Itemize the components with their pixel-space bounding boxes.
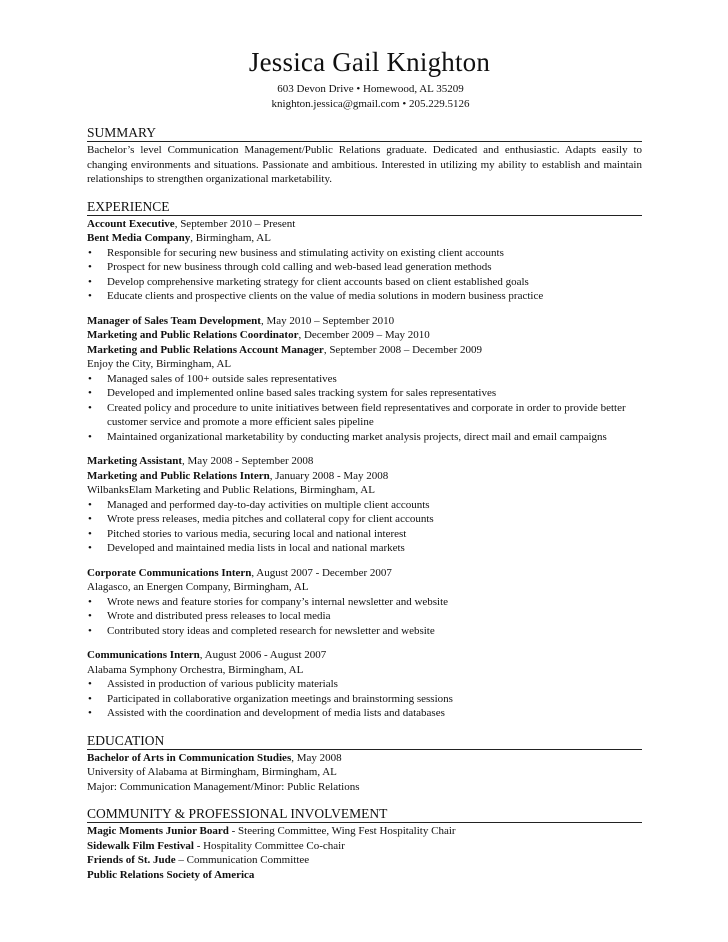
experience-list (87, 217, 642, 721)
job-role-line (87, 469, 642, 484)
job-role-line (87, 343, 642, 358)
duty-text: Developed and implemented online based sales tracking system for sales representatives (107, 387, 497, 399)
job-role-line (87, 648, 642, 663)
company-line (87, 580, 642, 595)
list-item (87, 275, 642, 290)
bullet-icon: • (88, 707, 92, 719)
bullet-icon: • (88, 261, 92, 273)
candidate-name: Jessica Gail Knighton (248, 47, 491, 77)
job-entry (87, 454, 642, 556)
company-line (87, 663, 642, 678)
company-location: , Birmingham, AL (190, 232, 271, 244)
list-item (87, 401, 642, 430)
list-item (87, 372, 642, 387)
job-title: Marketing Assistant (87, 455, 183, 467)
involvement-role: – Communication Committee (175, 854, 310, 866)
list-item (87, 609, 642, 624)
duty-text: Wrote news and feature stories for company’s internal newsletter and website (107, 595, 449, 608)
involvement-item (87, 868, 642, 883)
job-title: Communications Intern (87, 649, 200, 661)
contact-line: knighton.jessica@gmail.com • 205.229.5126 (271, 97, 470, 110)
involvement-item (87, 824, 642, 839)
list-item (87, 386, 642, 401)
list-item (87, 430, 642, 445)
summary-text: Bachelor’s level Communication Management/Public Relations graduate. Dedicated and enthusiastic. Adapts easily to changing environments and situations. Passionate and ambitious. Interested in utilizing my ability to establish and maintain relationships to strengthen organizational marketability. (87, 144, 642, 185)
bullet-icon: • (88, 513, 92, 525)
job-dates: , January 2008 - May 2008 (269, 469, 389, 482)
summary-heading: SUMMARY (87, 125, 642, 142)
duty-list (87, 677, 642, 721)
duty-list (87, 246, 642, 304)
major-line: Major: Communication Management/Minor: Public Relations (87, 780, 360, 793)
job-title: Manager of Sales Team Development (87, 314, 261, 327)
company-line (87, 231, 642, 246)
bullet-icon: • (88, 275, 92, 288)
duty-text: Assisted in production of various publicity materials (107, 678, 338, 690)
duty-text: Responsible for securing new business and stimulating activity on existing client accounts (107, 246, 504, 259)
job-role-line (87, 566, 642, 581)
list-item (87, 512, 642, 527)
duty-list (87, 595, 642, 639)
address-line: 603 Devon Drive • Homewood, AL 35209 (277, 83, 464, 95)
job-title: Marketing and Public Relations Account Manager (87, 343, 324, 356)
duty-text: Wrote and distributed press releases to local media (107, 610, 331, 622)
organization-name: Sidewalk Film Festival (87, 839, 194, 852)
duty-text: Develop comprehensive marketing strategy for client accounts based on client established goals (107, 275, 529, 288)
list-item (87, 624, 642, 639)
job-title: Corporate Communications Intern (87, 566, 252, 579)
company-location: Alabama Symphony Orchestra, Birmingham, AL (87, 663, 304, 676)
list-item (87, 246, 642, 261)
bullet-icon: • (88, 430, 92, 443)
bullet-icon: • (88, 498, 92, 511)
community-list (87, 824, 642, 882)
list-item (87, 260, 642, 275)
bullet-icon: • (88, 595, 92, 608)
degree-date: , May 2008 (291, 751, 342, 764)
company-location: WilbanksElam Marketing and Public Relations, Birmingham, AL (87, 484, 375, 496)
duty-text: Developed and maintained media lists in local and national markets (107, 542, 405, 554)
experience-heading: EXPERIENCE (87, 199, 642, 216)
list-item (87, 527, 642, 542)
job-entry (87, 566, 642, 639)
bullet-icon: • (88, 692, 92, 705)
duty-list (87, 372, 642, 445)
involvement-item (87, 853, 642, 868)
job-dates: , September 2008 – December 2009 (323, 343, 483, 356)
duty-text: Contributed story ideas and completed research for newsletter and website (107, 624, 435, 637)
duty-text: Managed sales of 100+ outside sales representatives (107, 372, 337, 385)
resume-page (87, 46, 642, 882)
involvement-role: - Steering Committee, Wing Fest Hospitality Chair (228, 825, 456, 837)
company-location: Enjoy the City, Birmingham, AL (87, 358, 232, 370)
duty-text: Wrote press releases, media pitches and collateral copy for client accounts (107, 513, 434, 525)
list-item (87, 595, 642, 610)
job-dates: , August 2006 - August 2007 (199, 649, 327, 661)
duty-text: Maintained organizational marketability by conducting market analysis projects, direct mail and email campaigns (107, 430, 607, 443)
duty-text: Pitched stories to various media, securing local and national interest (107, 527, 407, 540)
bullet-icon: • (88, 527, 92, 540)
degree-name: Bachelor of Arts in Communication Studies (87, 751, 292, 764)
job-role-line (87, 217, 642, 232)
job-title: Marketing and Public Relations Coordinator (87, 329, 299, 341)
bullet-icon: • (88, 542, 92, 554)
list-item (87, 692, 642, 707)
school-line: University of Alabama at Birmingham, Birmingham, AL (87, 766, 337, 778)
job-dates: , May 2010 – September 2010 (260, 314, 395, 327)
duty-text: Assisted with the coordination and development of media lists and databases (107, 707, 445, 719)
organization-name: Magic Moments Junior Board (87, 825, 229, 837)
company-location: Alagasco, an Energen Company, Birmingham, AL (87, 581, 309, 593)
job-dates: , May 2008 - September 2008 (182, 455, 314, 467)
community-heading: COMMUNITY & PROFESSIONAL INVOLVEMENT (87, 806, 642, 823)
bullet-icon: • (88, 290, 92, 302)
involvement-item (87, 839, 642, 854)
bullet-icon: • (88, 246, 92, 259)
bullet-icon: • (88, 387, 92, 399)
list-item (87, 706, 642, 721)
bullet-icon: • (88, 401, 92, 414)
job-entry (87, 217, 642, 304)
job-dates: , September 2010 – Present (174, 217, 296, 230)
duty-text: Managed and performed day-to-day activities on multiple client accounts (107, 498, 430, 511)
job-dates: , December 2009 – May 2010 (298, 329, 430, 341)
duty-text: Created policy and procedure to unite initiatives between field representatives and corporate in order to provide better customer service and promote a more efficient sales pipeline (107, 401, 626, 428)
bullet-icon: • (88, 678, 92, 690)
bullet-icon: • (88, 624, 92, 637)
duty-text: Prospect for new business through cold calling and web-based lead generation methods (107, 261, 492, 273)
job-role-line (87, 454, 642, 469)
job-entry (87, 314, 642, 445)
duty-text: Participated in collaborative organization meetings and brainstorming sessions (107, 692, 453, 705)
degree-line (87, 751, 642, 766)
involvement-role: - Hospitality Committee Co-chair (193, 839, 345, 852)
list-item (87, 289, 642, 304)
job-entry (87, 648, 642, 721)
list-item (87, 541, 642, 556)
company-name: Bent Media Company (87, 232, 191, 244)
company-line (87, 483, 642, 498)
education-heading: EDUCATION (87, 733, 642, 750)
duty-list (87, 498, 642, 556)
organization-name: Friends of St. Jude (87, 854, 176, 866)
list-item (87, 498, 642, 513)
list-item (87, 677, 642, 692)
job-title: Account Executive (87, 217, 175, 230)
bullet-icon: • (88, 372, 92, 385)
organization-name: Public Relations Society of America (87, 868, 255, 881)
company-line (87, 357, 642, 372)
job-dates: , August 2007 - December 2007 (251, 566, 392, 579)
bullet-icon: • (88, 610, 92, 622)
job-role-line (87, 328, 642, 343)
duty-text: Educate clients and prospective clients on the value of media solutions in modern business practice (107, 290, 544, 302)
job-title: Marketing and Public Relations Intern (87, 469, 270, 482)
job-role-line (87, 314, 642, 329)
